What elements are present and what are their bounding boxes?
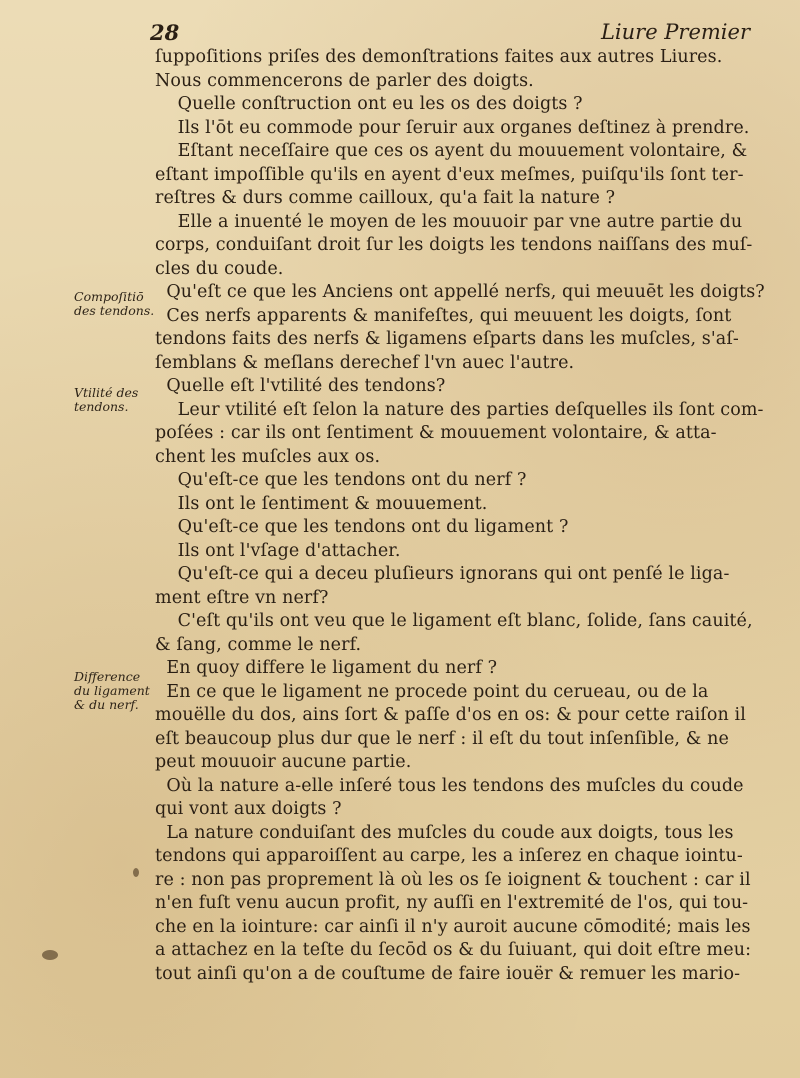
text-line: tendons qui apparoiſſent au carpe, les a inſerez en chaque iointu- bbox=[155, 846, 743, 866]
margin-note-line: tendons. bbox=[74, 399, 129, 414]
text-line: poſées : car ils ont ſentiment & mouuement volontaire, & atta- bbox=[155, 423, 717, 443]
running-head: Liure Premier bbox=[600, 20, 750, 44]
text-line: eſtant impoſſible qu'ils en ayent d'eux meſmes, puiſqu'ils ſont ter- bbox=[155, 164, 744, 185]
text-line: mouëlle du dos, ains ſort & paſſe d'os en os: & pour cette raiſon il bbox=[155, 705, 746, 725]
margin-note-difference bbox=[74, 670, 150, 712]
text-line: Qu'eſt-ce qui a deceu pluſieurs ignorans qui ont penſé le liga- bbox=[155, 564, 730, 584]
text-line: re : non pas proprement là où les os ſe ioignent & touchent : car il bbox=[155, 869, 751, 890]
text-line: La nature conduiſant des muſcles du coude aux doigts, tous les bbox=[155, 822, 734, 843]
text-line: Eſtant neceſſaire que ces os ayent du mouuement volontaire, & bbox=[155, 141, 748, 161]
margin-note-line: & du nerf. bbox=[74, 697, 139, 712]
text-line: En quoy differe le ligament du nerf ? bbox=[155, 658, 498, 678]
margin-note-line: Compoſitiō bbox=[74, 289, 144, 304]
text-line: che en la iointure: car ainſi il n'y auroit aucune cōmodité; mais les bbox=[155, 916, 751, 937]
text-line: Elle a inuenté le moyen de les mouuoir par vne autre partie du bbox=[155, 211, 743, 232]
text-line: Leur vtilité eſt ſelon la nature des parties deſquelles ils ſont com- bbox=[155, 399, 764, 420]
text-line: ment eſtre vn nerf? bbox=[155, 587, 329, 608]
margin-note-line: Vtilité des bbox=[74, 385, 139, 400]
ink-blot bbox=[42, 950, 58, 960]
text-line: ſemblans & meſlans derechef l'vn auec l'autre. bbox=[155, 352, 575, 373]
text-line: peut mouuoir aucune partie. bbox=[155, 752, 412, 772]
text-line: Qu'eſt ce que les Anciens ont appellé nerfs, qui meuuēt les doigts? bbox=[155, 282, 765, 302]
text-line: Quelle conſtruction ont eu les os des doigts ? bbox=[155, 94, 583, 114]
text-line: Ils ont le ſentiment & mouuement. bbox=[155, 493, 488, 514]
text-line: tout ainſi qu'on a de couſtume de faire iouër & remuer les mario- bbox=[155, 963, 741, 984]
text-line: cles du coude. bbox=[155, 258, 284, 279]
text-line: reſtres & durs comme cailloux, qu'a fait la nature ? bbox=[155, 188, 616, 208]
text-line: chent les muſcles aux os. bbox=[155, 446, 381, 467]
page-number: 28 bbox=[150, 20, 180, 45]
page-header bbox=[150, 20, 770, 46]
ink-mark bbox=[133, 868, 139, 877]
text-line: tendons faits des nerfs & ligamens eſparts dans les muſcles, s'aſ- bbox=[155, 329, 739, 349]
text-line: Quelle eſt l'vtilité des tendons? bbox=[155, 376, 446, 396]
text-line: corps, conduiſant droit ſur les doigts les tendons naiſſans des muſ- bbox=[155, 235, 753, 255]
text-line: C'eſt qu'ils ont veu que le ligament eſt blanc, ſolide, ſans cauité, bbox=[155, 611, 753, 631]
text-line: ſuppoſitions priſes des demonſtrations faites aux autres Liures. bbox=[155, 47, 723, 67]
text-line: Qu'eſt-ce que les tendons ont du nerf ? bbox=[155, 470, 527, 490]
text-line: n'en fuſt venu aucun profit, ny auſſi en l'extremité de l'os, qui tou- bbox=[155, 893, 749, 913]
text-line: a attachez en la teſte du ſecōd os & du ſuiuant, qui doit eſtre meu: bbox=[155, 940, 752, 960]
text-line: eſt beaucoup plus dur que le nerf : il eſt du tout inſenſible, & ne bbox=[155, 728, 729, 749]
text-line: Qu'eſt-ce que les tendons ont du ligament ? bbox=[155, 517, 569, 537]
text-line: Ces nerfs apparents & manifeſtes, qui meuuent les doigts, ſont bbox=[155, 305, 732, 326]
margin-note-line: du ligament bbox=[74, 683, 150, 698]
text-line: Ils ont l'vſage d'attacher. bbox=[155, 540, 401, 561]
text-line: qui vont aux doigts ? bbox=[155, 799, 342, 819]
text-line: Où la nature a-elle inſeré tous les tendons des muſcles du coude bbox=[155, 775, 744, 796]
text-line: En ce que le ligament ne procede point du cerueau, ou de la bbox=[155, 681, 709, 702]
text-line: Nous commencerons de parler des doigts. bbox=[155, 70, 534, 91]
margin-note-line: Difference bbox=[74, 669, 141, 684]
body-text bbox=[155, 46, 775, 986]
margin-note-line: des tendons. bbox=[74, 303, 155, 318]
text-line: & ſang, comme le nerf. bbox=[155, 634, 362, 655]
margin-note-utility bbox=[74, 386, 138, 414]
text-line: Ils l'ōt eu commode pour ſeruir aux organes deſtinez à prendre. bbox=[155, 117, 750, 138]
margin-note-composition bbox=[74, 290, 154, 318]
